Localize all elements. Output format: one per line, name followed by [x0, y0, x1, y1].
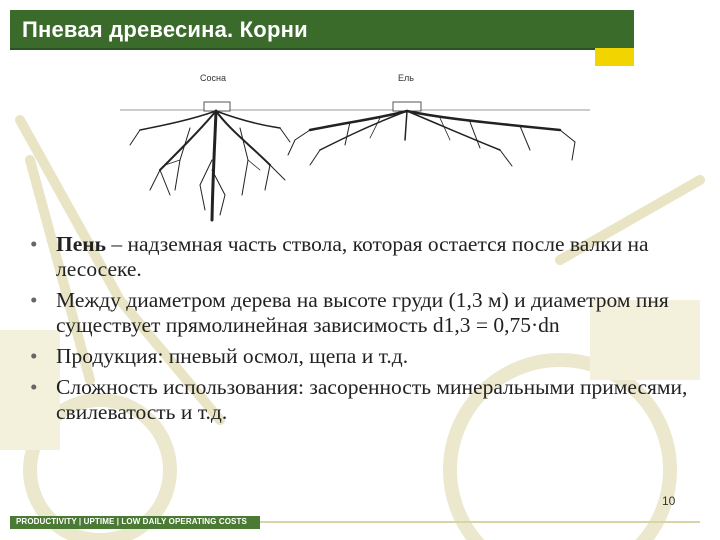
- spruce-root-system: [288, 102, 575, 166]
- footer-line: [260, 521, 700, 523]
- pine-label: Сосна: [200, 73, 226, 83]
- bullet-bold-term: Пень: [56, 232, 107, 256]
- bullet-marker: •: [30, 375, 38, 399]
- bullet-list: [30, 232, 690, 431]
- bullet-text: Продукция: пневый осмол, щепа и т.д.: [56, 344, 409, 368]
- page-number: 10: [662, 494, 676, 508]
- slide-title: Пневая древесина. Корни: [22, 17, 308, 42]
- bullet-item: [30, 344, 690, 369]
- roots-illustration: [120, 70, 590, 230]
- bullet-marker: •: [30, 344, 38, 368]
- bullet-marker: •: [30, 288, 38, 312]
- footer-slogan: PRODUCTIVITY | UPTIME | LOW DAILY OPERATING COSTS: [16, 517, 247, 526]
- title-accent-stripe: [595, 48, 634, 66]
- bullet-text: Сложность использования: засоренность минеральными примесями, свилеватость и т.д.: [56, 375, 688, 424]
- bullet-text: – надземная часть ствола, которая остается после валки на лесосеке.: [56, 232, 649, 281]
- pine-root-system: [130, 102, 290, 220]
- title-underline: [10, 48, 634, 50]
- bullet-item: [30, 375, 690, 425]
- bullet-marker: •: [30, 232, 38, 256]
- bullet-text: Между диаметром дерева на высоте груди (1,3 м) и диаметром пня существует прямолинейная зависимость d1,3 = 0,75·dn: [56, 288, 669, 337]
- bullet-item: [30, 288, 690, 338]
- bullet-item: [30, 232, 690, 282]
- spruce-label: Ель: [398, 73, 414, 83]
